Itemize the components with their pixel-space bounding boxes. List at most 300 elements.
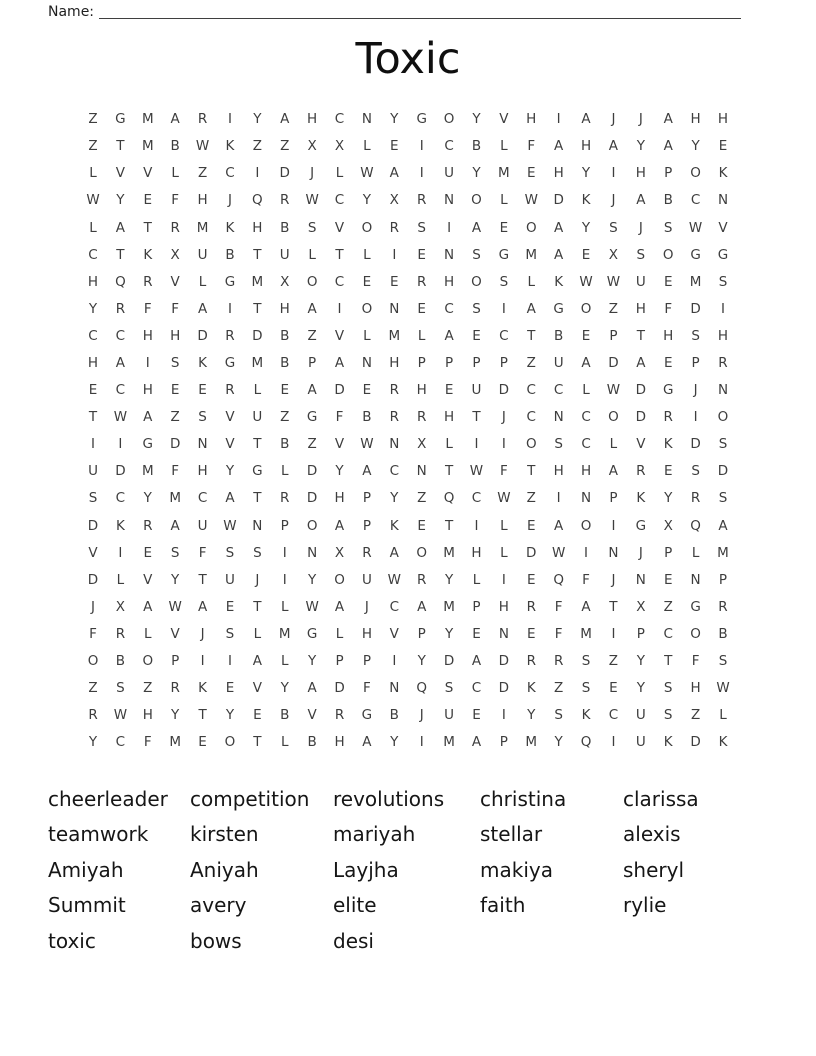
grid-cell: P bbox=[664, 544, 673, 561]
grid-cell: U bbox=[635, 734, 646, 751]
grid-cell: Y bbox=[171, 571, 180, 588]
grid-cell: K bbox=[389, 517, 399, 534]
grid-cell: Z bbox=[143, 680, 153, 697]
grid-cell: W bbox=[168, 598, 182, 615]
grid-cell: G bbox=[224, 354, 236, 371]
grid-cell: Y bbox=[554, 734, 563, 751]
grid-cell: B bbox=[663, 192, 673, 209]
grid-cell: Y bbox=[143, 490, 152, 507]
grid-cell: N bbox=[252, 517, 263, 534]
grid-cell: L bbox=[363, 138, 371, 155]
grid-cell: L bbox=[280, 463, 289, 480]
grid-cell: X bbox=[307, 138, 317, 155]
grid-cell: H bbox=[307, 111, 318, 128]
grid-cell: J bbox=[310, 165, 315, 182]
grid-cell: I bbox=[392, 653, 397, 670]
grid-row bbox=[79, 729, 736, 756]
grid-cell: P bbox=[499, 734, 508, 751]
grid-cell: J bbox=[611, 571, 616, 588]
grid-cell: V bbox=[252, 680, 262, 697]
grid-cell: K bbox=[663, 734, 673, 751]
grid-cell: F bbox=[691, 653, 700, 670]
grid-cell: I bbox=[419, 165, 424, 182]
grid-cell: O bbox=[525, 219, 537, 236]
grid-cell: Z bbox=[88, 111, 98, 128]
grid-cell: B bbox=[225, 246, 235, 263]
grid-cell: S bbox=[225, 544, 235, 561]
grid-cell: P bbox=[308, 354, 317, 371]
grid-cell: H bbox=[197, 192, 208, 209]
grid-cell: G bbox=[690, 598, 701, 615]
grid-cell: A bbox=[581, 111, 591, 128]
grid-cell: D bbox=[252, 327, 263, 344]
grid-cell: N bbox=[389, 680, 400, 697]
grid-cell: D bbox=[87, 517, 99, 534]
grid-cell: T bbox=[527, 463, 536, 480]
grid-cell: U bbox=[197, 246, 208, 263]
grid-cell: T bbox=[253, 436, 262, 453]
grid-cell: I bbox=[611, 625, 616, 642]
grid-cell: O bbox=[306, 517, 318, 534]
grid-cell: J bbox=[501, 409, 506, 426]
grid-cell: A bbox=[554, 517, 564, 534]
grid-cell: H bbox=[416, 382, 427, 399]
grid-cell: M bbox=[443, 544, 455, 561]
grid-cell: S bbox=[554, 707, 563, 724]
grid-cell: K bbox=[115, 517, 125, 534]
grid-cell: M bbox=[169, 734, 181, 751]
grid-cell: B bbox=[280, 354, 290, 371]
grid-cell: E bbox=[88, 382, 98, 399]
grid-cell: F bbox=[527, 138, 536, 155]
grid-cell: A bbox=[471, 219, 482, 236]
grid-cell: S bbox=[253, 544, 262, 561]
grid-cell: Y bbox=[444, 571, 454, 588]
grid-cell: R bbox=[88, 707, 98, 724]
grid-cell: E bbox=[499, 219, 509, 236]
grid-cell: M bbox=[141, 463, 154, 480]
grid-cell: A bbox=[471, 734, 482, 751]
grid-cell: O bbox=[87, 653, 99, 670]
grid-cell: H bbox=[389, 354, 400, 371]
grid-cell: Y bbox=[636, 680, 645, 697]
grid-cell: N bbox=[717, 192, 729, 209]
grid-cell: I bbox=[200, 653, 205, 670]
word-list-item: Aniyah bbox=[190, 857, 259, 882]
grid-row bbox=[79, 485, 736, 512]
grid-cell: Y bbox=[253, 111, 262, 128]
grid-cell: I bbox=[282, 544, 287, 561]
grid-cell: R bbox=[170, 219, 180, 236]
grid-cell: Q bbox=[690, 517, 701, 534]
word-list-item: toxic bbox=[48, 928, 96, 953]
grid-cell: I bbox=[611, 517, 616, 534]
grid-cell: S bbox=[554, 436, 563, 453]
grid-cell: K bbox=[143, 246, 153, 263]
grid-cell: H bbox=[580, 138, 592, 155]
grid-cell: Y bbox=[335, 463, 344, 480]
grid-cell: P bbox=[664, 165, 673, 182]
grid-cell: C bbox=[115, 490, 126, 507]
grid-cell: Y bbox=[636, 653, 645, 670]
grid-cell: M bbox=[169, 490, 181, 507]
grid-cell: A bbox=[307, 680, 317, 697]
grid-cell: H bbox=[663, 327, 674, 344]
grid-cell: C bbox=[526, 382, 536, 399]
grid-cell: Z bbox=[608, 653, 619, 670]
grid-cell: H bbox=[553, 463, 564, 480]
grid-cell: T bbox=[527, 327, 536, 344]
grid-cell: U bbox=[635, 273, 646, 290]
grid-cell: V bbox=[170, 625, 180, 642]
grid-cell: N bbox=[197, 436, 208, 453]
grid-cell: R bbox=[389, 409, 399, 426]
grid-cell: R bbox=[115, 300, 126, 317]
grid-row bbox=[79, 512, 736, 539]
grid-cell: E bbox=[581, 327, 591, 344]
grid-cell: L bbox=[171, 165, 179, 182]
grid-cell: N bbox=[553, 409, 564, 426]
grid-cell: E bbox=[198, 382, 207, 399]
grid-cell: E bbox=[143, 192, 153, 209]
grid-cell: M bbox=[525, 246, 538, 263]
grid-cell: A bbox=[554, 246, 564, 263]
grid-cell: R bbox=[170, 680, 180, 697]
grid-row bbox=[79, 675, 736, 702]
grid-cell: Y bbox=[308, 653, 317, 670]
grid-cell: U bbox=[197, 517, 208, 534]
grid-row bbox=[79, 295, 736, 322]
grid-cell: Y bbox=[280, 680, 289, 697]
grid-cell: B bbox=[554, 327, 564, 344]
grid-cell: E bbox=[526, 165, 536, 182]
grid-cell: C bbox=[115, 327, 126, 344]
grid-cell: W bbox=[86, 192, 100, 209]
grid-cell: A bbox=[636, 354, 646, 371]
grid-cell: V bbox=[389, 625, 399, 642]
grid-cell: T bbox=[253, 490, 262, 507]
grid-cell: H bbox=[444, 273, 455, 290]
grid-cell: U bbox=[252, 409, 263, 426]
grid-cell: L bbox=[582, 382, 590, 399]
word-list-item: Summit bbox=[48, 893, 126, 918]
grid-cell: U bbox=[361, 571, 372, 588]
grid-cell: F bbox=[89, 625, 97, 642]
grid-cell: A bbox=[197, 300, 208, 317]
grid-cell: E bbox=[526, 571, 536, 588]
grid-cell: A bbox=[143, 598, 153, 615]
grid-cell: T bbox=[636, 327, 645, 344]
grid-cell: A bbox=[526, 300, 536, 317]
grid-cell: W bbox=[551, 544, 566, 561]
grid-cell: J bbox=[693, 382, 698, 399]
grid-cell: V bbox=[170, 273, 180, 290]
grid-cell: J bbox=[364, 598, 369, 615]
grid-cell: L bbox=[335, 625, 344, 642]
grid-cell: P bbox=[609, 490, 618, 507]
grid-row bbox=[79, 322, 736, 349]
grid-cell: E bbox=[225, 598, 235, 615]
grid-cell: P bbox=[417, 625, 426, 642]
grid-cell: E bbox=[663, 354, 673, 371]
grid-cell: D bbox=[635, 409, 647, 426]
grid-cell: M bbox=[689, 273, 702, 290]
grid-cell: S bbox=[472, 300, 481, 317]
grid-cell: U bbox=[225, 571, 235, 588]
grid-cell: R bbox=[417, 571, 427, 588]
grid-cell: E bbox=[663, 571, 673, 588]
grid-cell: A bbox=[389, 544, 399, 561]
word-list-item: christina bbox=[480, 786, 567, 811]
grid-cell: D bbox=[608, 354, 619, 371]
grid-cell: A bbox=[362, 463, 372, 480]
grid-cell: W bbox=[223, 517, 237, 534]
grid-cell: F bbox=[664, 300, 673, 317]
grid-cell: O bbox=[361, 300, 373, 317]
grid-cell: D bbox=[717, 463, 729, 480]
grid-cell: X bbox=[389, 192, 399, 209]
grid-cell: C bbox=[471, 490, 482, 507]
grid-cell: R bbox=[718, 598, 728, 615]
grid-cell: C bbox=[444, 300, 454, 317]
grid-cell: P bbox=[499, 354, 508, 371]
grid-cell: V bbox=[115, 165, 126, 182]
grid-cell: E bbox=[362, 382, 372, 399]
grid-cell: S bbox=[88, 490, 98, 507]
grid-cell: K bbox=[225, 219, 235, 236]
grid-cell: S bbox=[663, 219, 673, 236]
grid-cell: I bbox=[282, 571, 287, 588]
grid-cell: L bbox=[89, 165, 97, 182]
grid-cell: R bbox=[417, 409, 427, 426]
grid-cell: B bbox=[307, 734, 317, 751]
grid-cell: G bbox=[306, 625, 318, 642]
grid-cell: C bbox=[334, 273, 345, 290]
grid-cell: D bbox=[334, 382, 345, 399]
grid-cell: I bbox=[556, 111, 561, 128]
grid-cell: N bbox=[389, 436, 400, 453]
grid-cell: C bbox=[334, 111, 345, 128]
grid-cell: M bbox=[443, 598, 455, 615]
grid-cell: O bbox=[471, 273, 482, 290]
grid-cell: N bbox=[690, 571, 701, 588]
word-search-grid bbox=[79, 106, 736, 756]
grid-cell: G bbox=[498, 246, 510, 263]
grid-cell: U bbox=[88, 463, 98, 480]
grid-cell: Y bbox=[417, 653, 426, 670]
grid-row bbox=[79, 377, 736, 404]
grid-cell: W bbox=[606, 273, 621, 290]
grid-cell: O bbox=[416, 544, 428, 561]
grid-cell: H bbox=[717, 327, 729, 344]
grid-cell: Z bbox=[417, 490, 427, 507]
word-list-item: clarissa bbox=[623, 786, 699, 811]
grid-cell: A bbox=[389, 165, 399, 182]
grid-cell: D bbox=[279, 165, 290, 182]
grid-cell: E bbox=[581, 246, 591, 263]
grid-cell: L bbox=[527, 273, 536, 290]
grid-cell: G bbox=[635, 517, 647, 534]
grid-cell: F bbox=[171, 192, 180, 209]
grid-cell: S bbox=[581, 653, 591, 670]
grid-cell: D bbox=[690, 734, 701, 751]
grid-cell: H bbox=[635, 165, 646, 182]
grid-cell: E bbox=[472, 625, 481, 642]
grid-cell: D bbox=[635, 382, 647, 399]
grid-cell: E bbox=[170, 382, 180, 399]
grid-cell: Y bbox=[664, 490, 673, 507]
grid-row bbox=[79, 431, 736, 458]
grid-cell: R bbox=[143, 273, 153, 290]
grid-cell: X bbox=[280, 273, 290, 290]
grid-cell: Z bbox=[280, 138, 290, 155]
grid-cell: E bbox=[225, 680, 235, 697]
grid-cell: T bbox=[253, 734, 262, 751]
word-list-item: sheryl bbox=[623, 857, 685, 882]
grid-cell: Z bbox=[554, 680, 564, 697]
grid-cell: O bbox=[224, 734, 236, 751]
grid-cell: R bbox=[197, 111, 208, 128]
grid-cell: Z bbox=[690, 707, 701, 724]
grid-cell: V bbox=[225, 409, 235, 426]
word-list-column bbox=[333, 782, 480, 960]
grid-cell: H bbox=[142, 707, 153, 724]
grid-cell: L bbox=[116, 571, 125, 588]
grid-cell: X bbox=[417, 436, 427, 453]
grid-cell: L bbox=[472, 571, 481, 588]
grid-cell: L bbox=[280, 653, 289, 670]
grid-cell: E bbox=[472, 707, 481, 724]
grid-cell: A bbox=[663, 111, 673, 128]
grid-cell: M bbox=[251, 273, 264, 290]
grid-cell: D bbox=[306, 490, 318, 507]
grid-cell: P bbox=[417, 354, 426, 371]
grid-cell: P bbox=[445, 354, 454, 371]
grid-cell: F bbox=[499, 463, 508, 480]
grid-cell: L bbox=[280, 598, 289, 615]
grid-row bbox=[79, 268, 736, 295]
grid-cell: W bbox=[387, 571, 401, 588]
grid-cell: B bbox=[718, 625, 728, 642]
grid-cell: M bbox=[443, 734, 455, 751]
grid-cell: B bbox=[280, 327, 290, 344]
grid-cell: E bbox=[718, 138, 728, 155]
grid-cell: V bbox=[334, 327, 345, 344]
grid-cell: K bbox=[718, 734, 728, 751]
grid-row bbox=[79, 349, 736, 376]
grid-cell: U bbox=[471, 382, 482, 399]
grid-cell: S bbox=[609, 219, 618, 236]
grid-cell: B bbox=[170, 138, 180, 155]
grid-row bbox=[79, 133, 736, 160]
grid-cell: O bbox=[142, 653, 154, 670]
grid-cell: R bbox=[143, 517, 153, 534]
grid-cell: L bbox=[280, 734, 289, 751]
grid-cell: R bbox=[526, 653, 536, 670]
grid-cell: G bbox=[252, 463, 263, 480]
grid-cell: G bbox=[306, 409, 318, 426]
grid-cell: C bbox=[690, 192, 701, 209]
grid-cell: O bbox=[361, 219, 373, 236]
grid-cell: N bbox=[361, 111, 372, 128]
word-list-item: alexis bbox=[623, 822, 681, 847]
grid-cell: A bbox=[307, 300, 317, 317]
grid-cell: S bbox=[225, 625, 235, 642]
grid-cell: T bbox=[444, 463, 454, 480]
grid-cell: M bbox=[141, 111, 154, 128]
grid-cell: V bbox=[499, 111, 509, 128]
grid-cell: E bbox=[417, 246, 426, 263]
grid-cell: O bbox=[443, 111, 455, 128]
grid-row bbox=[79, 241, 736, 268]
grid-cell: N bbox=[389, 300, 400, 317]
word-list-item: desi bbox=[333, 928, 374, 953]
grid-cell: V bbox=[334, 219, 345, 236]
word-list-column bbox=[623, 782, 816, 960]
grid-cell: D bbox=[498, 382, 510, 399]
grid-cell: T bbox=[444, 517, 454, 534]
word-list-item: Amiyah bbox=[48, 857, 124, 882]
grid-cell: D bbox=[498, 680, 510, 697]
grid-cell: A bbox=[554, 138, 564, 155]
grid-cell: T bbox=[143, 219, 152, 236]
grid-cell: H bbox=[498, 598, 509, 615]
grid-cell: A bbox=[471, 653, 482, 670]
grid-cell: G bbox=[361, 707, 373, 724]
grid-cell: L bbox=[719, 707, 727, 724]
grid-cell: I bbox=[556, 490, 561, 507]
grid-cell: W bbox=[305, 598, 319, 615]
grid-cell: R bbox=[417, 273, 427, 290]
grid-cell: Y bbox=[472, 165, 481, 182]
grid-cell: U bbox=[279, 246, 290, 263]
word-list-item: bows bbox=[190, 928, 242, 953]
grid-cell: L bbox=[198, 273, 207, 290]
grid-cell: I bbox=[501, 571, 506, 588]
grid-cell: L bbox=[500, 192, 508, 209]
grid-cell: M bbox=[580, 625, 592, 642]
grid-cell: H bbox=[87, 354, 99, 371]
grid-cell: A bbox=[252, 653, 262, 670]
grid-cell: L bbox=[308, 246, 316, 263]
grid-cell: C bbox=[88, 327, 98, 344]
grid-cell: Z bbox=[307, 436, 317, 453]
grid-cell: I bbox=[118, 544, 123, 561]
grid-cell: E bbox=[390, 273, 399, 290]
word-list-item: cheerleader bbox=[48, 786, 168, 811]
grid-cell: S bbox=[170, 354, 180, 371]
grid-cell: C bbox=[581, 436, 591, 453]
grid-cell: T bbox=[664, 653, 673, 670]
grid-cell: E bbox=[143, 544, 153, 561]
word-list-column bbox=[190, 782, 333, 960]
grid-cell: S bbox=[718, 653, 728, 670]
grid-cell: G bbox=[224, 273, 236, 290]
grid-cell: H bbox=[526, 111, 537, 128]
grid-cell: J bbox=[638, 544, 643, 561]
grid-cell: H bbox=[279, 300, 290, 317]
grid-cell: Y bbox=[527, 707, 536, 724]
grid-cell: Y bbox=[636, 138, 645, 155]
grid-cell: M bbox=[141, 138, 154, 155]
grid-row bbox=[79, 647, 736, 674]
word-list-column bbox=[48, 782, 190, 960]
grid-cell: V bbox=[143, 165, 153, 182]
grid-cell: C bbox=[663, 625, 673, 642]
grid-cell: S bbox=[718, 273, 728, 290]
grid-cell: S bbox=[417, 219, 426, 236]
grid-cell: Y bbox=[390, 111, 399, 128]
